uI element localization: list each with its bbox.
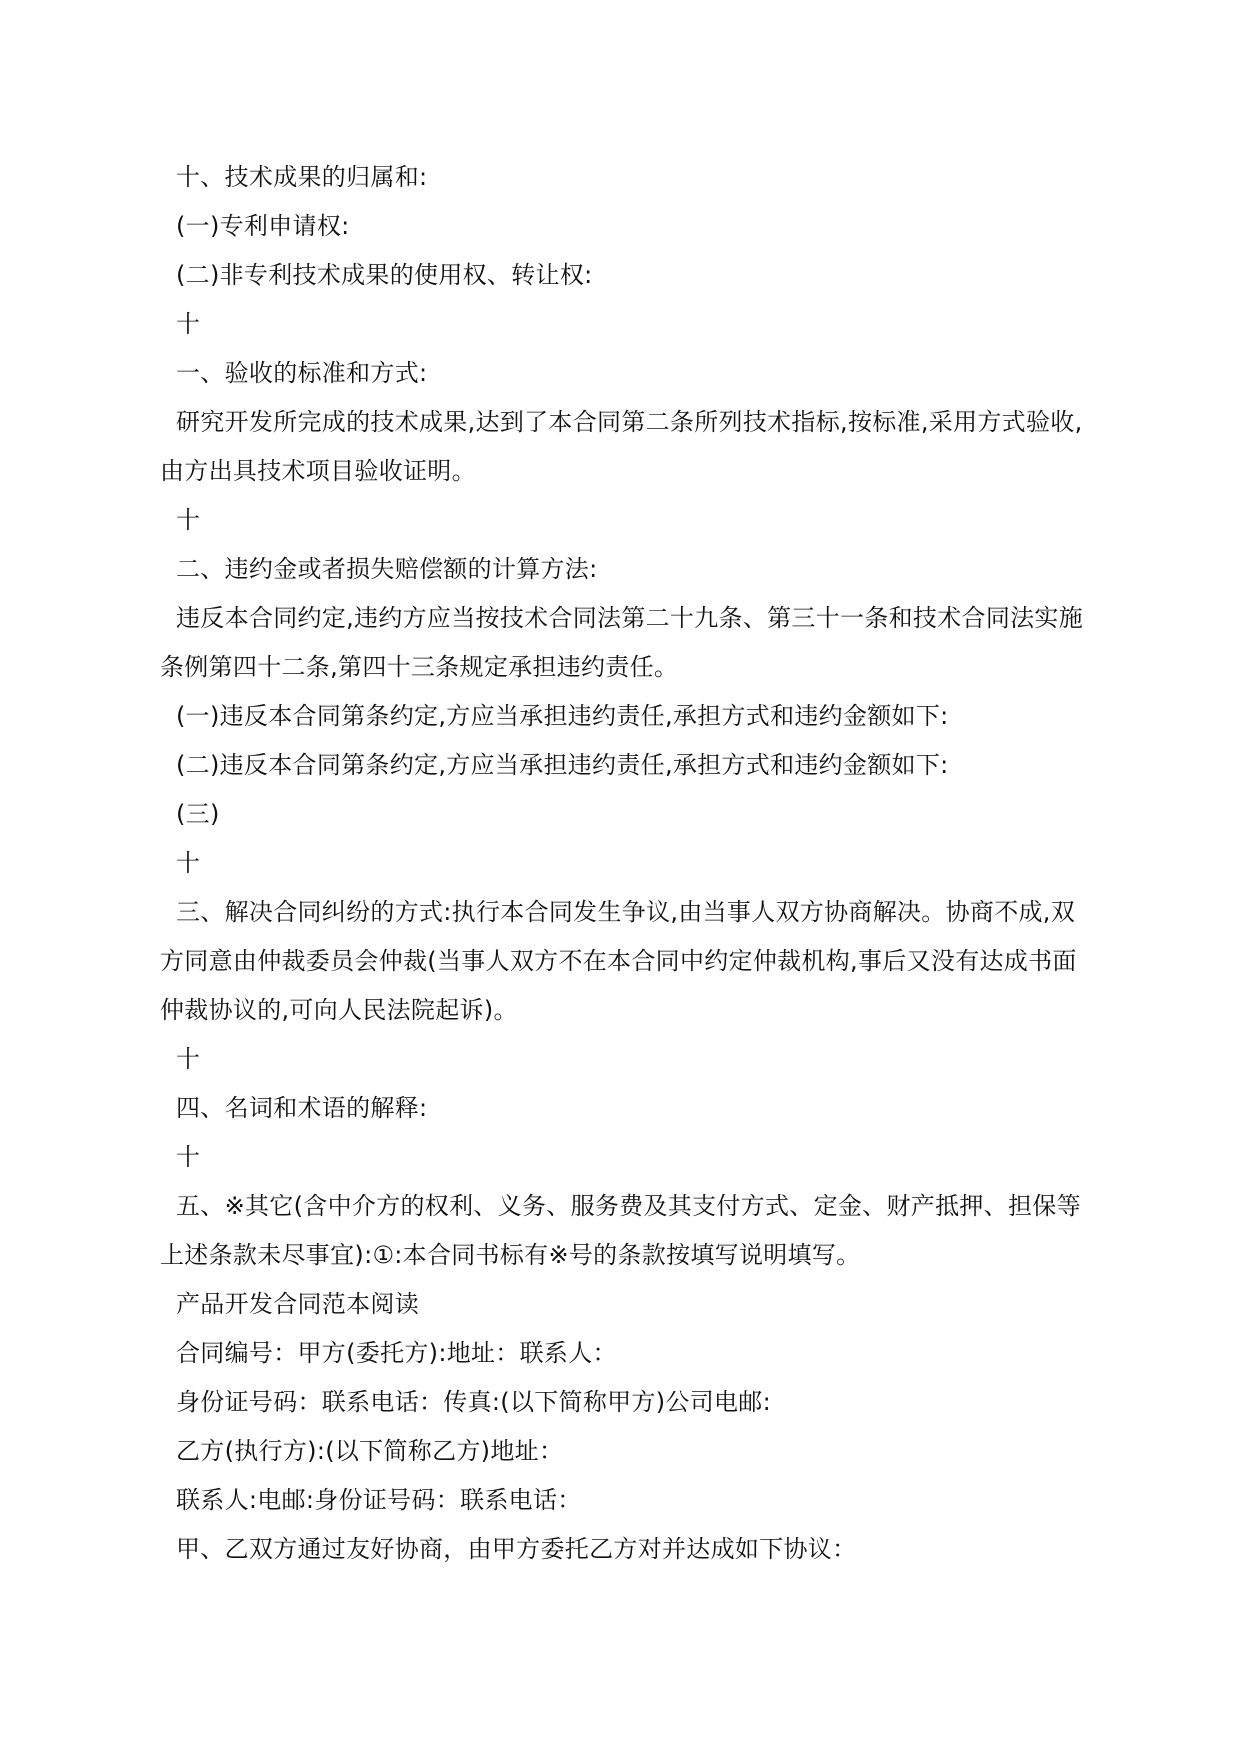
section-title: 四、名词和术语的解释: bbox=[176, 1094, 428, 1122]
body-paragraph: 违反本合同约定,违约方应当按技术合同法第二十九条、第三十一条和技术合同法实施条例第四十二条,第四十三条规定承担违约责任。 bbox=[160, 604, 1084, 681]
body-paragraph: 三、解决合同纠纷的方式:执行本合同发生争议,由当事人双方协商解决。协商不成,双方同意由仲裁委员会仲裁(当事人双方不在本合同中约定仲裁机构,事后又没有达成书面仲裁协议的,可向人民法院起诉)。 bbox=[160, 898, 1077, 1024]
list-item: (三) bbox=[176, 800, 220, 828]
contract-field-line: 联系人:电邮:身份证号码：联系电话： bbox=[176, 1486, 582, 1514]
body-paragraph: 研究开发所完成的技术成果,达到了本合同第二条所列技术指标,按标准,采用方式验收,由方出具技术项目验收证明。 bbox=[160, 408, 1083, 485]
section-number: 十 bbox=[176, 310, 201, 338]
section-number: 十 bbox=[176, 1045, 201, 1073]
list-item: (一)违反本合同第条约定,方应当承担违约责任,承担方式和违约金额如下: bbox=[176, 702, 949, 730]
body-paragraph: 甲、乙双方通过友好协商，由甲方委托乙方对并达成如下协议： bbox=[176, 1535, 857, 1563]
list-item: (一)专利申请权: bbox=[176, 212, 350, 240]
section-number: 十 bbox=[176, 1143, 201, 1171]
contract-field-line: 合同编号：甲方(委托方):地址：联系人： bbox=[176, 1339, 617, 1367]
list-item: (二)违反本合同第条约定,方应当承担违约责任,承担方式和违约金额如下: bbox=[176, 751, 949, 779]
section-number: 十 bbox=[176, 849, 201, 877]
section-title: 二、违约金或者损失赔偿额的计算方法: bbox=[176, 555, 598, 583]
section-title: 十、技术成果的归属和: bbox=[176, 163, 428, 191]
document-body bbox=[160, 153, 1095, 1574]
contract-field-line: 身份证号码：联系电话：传真:(以下简称甲方)公司电邮: bbox=[176, 1388, 771, 1416]
list-item: (二)非专利技术成果的使用权、转让权: bbox=[176, 261, 593, 289]
section-number: 十 bbox=[176, 506, 201, 534]
section-title: 一、验收的标准和方式: bbox=[176, 359, 428, 387]
document-heading: 产品开发合同范本阅读 bbox=[176, 1290, 419, 1318]
body-paragraph: 五、※其它(含中介方的权利、义务、服务费及其支付方式、定金、财产抵押、担保等上述条款未尽事宜):①:本合同书标有※号的条款按填写说明填写。 bbox=[160, 1192, 1081, 1269]
contract-field-line: 乙方(执行方):(以下简称乙方)地址： bbox=[176, 1437, 564, 1465]
